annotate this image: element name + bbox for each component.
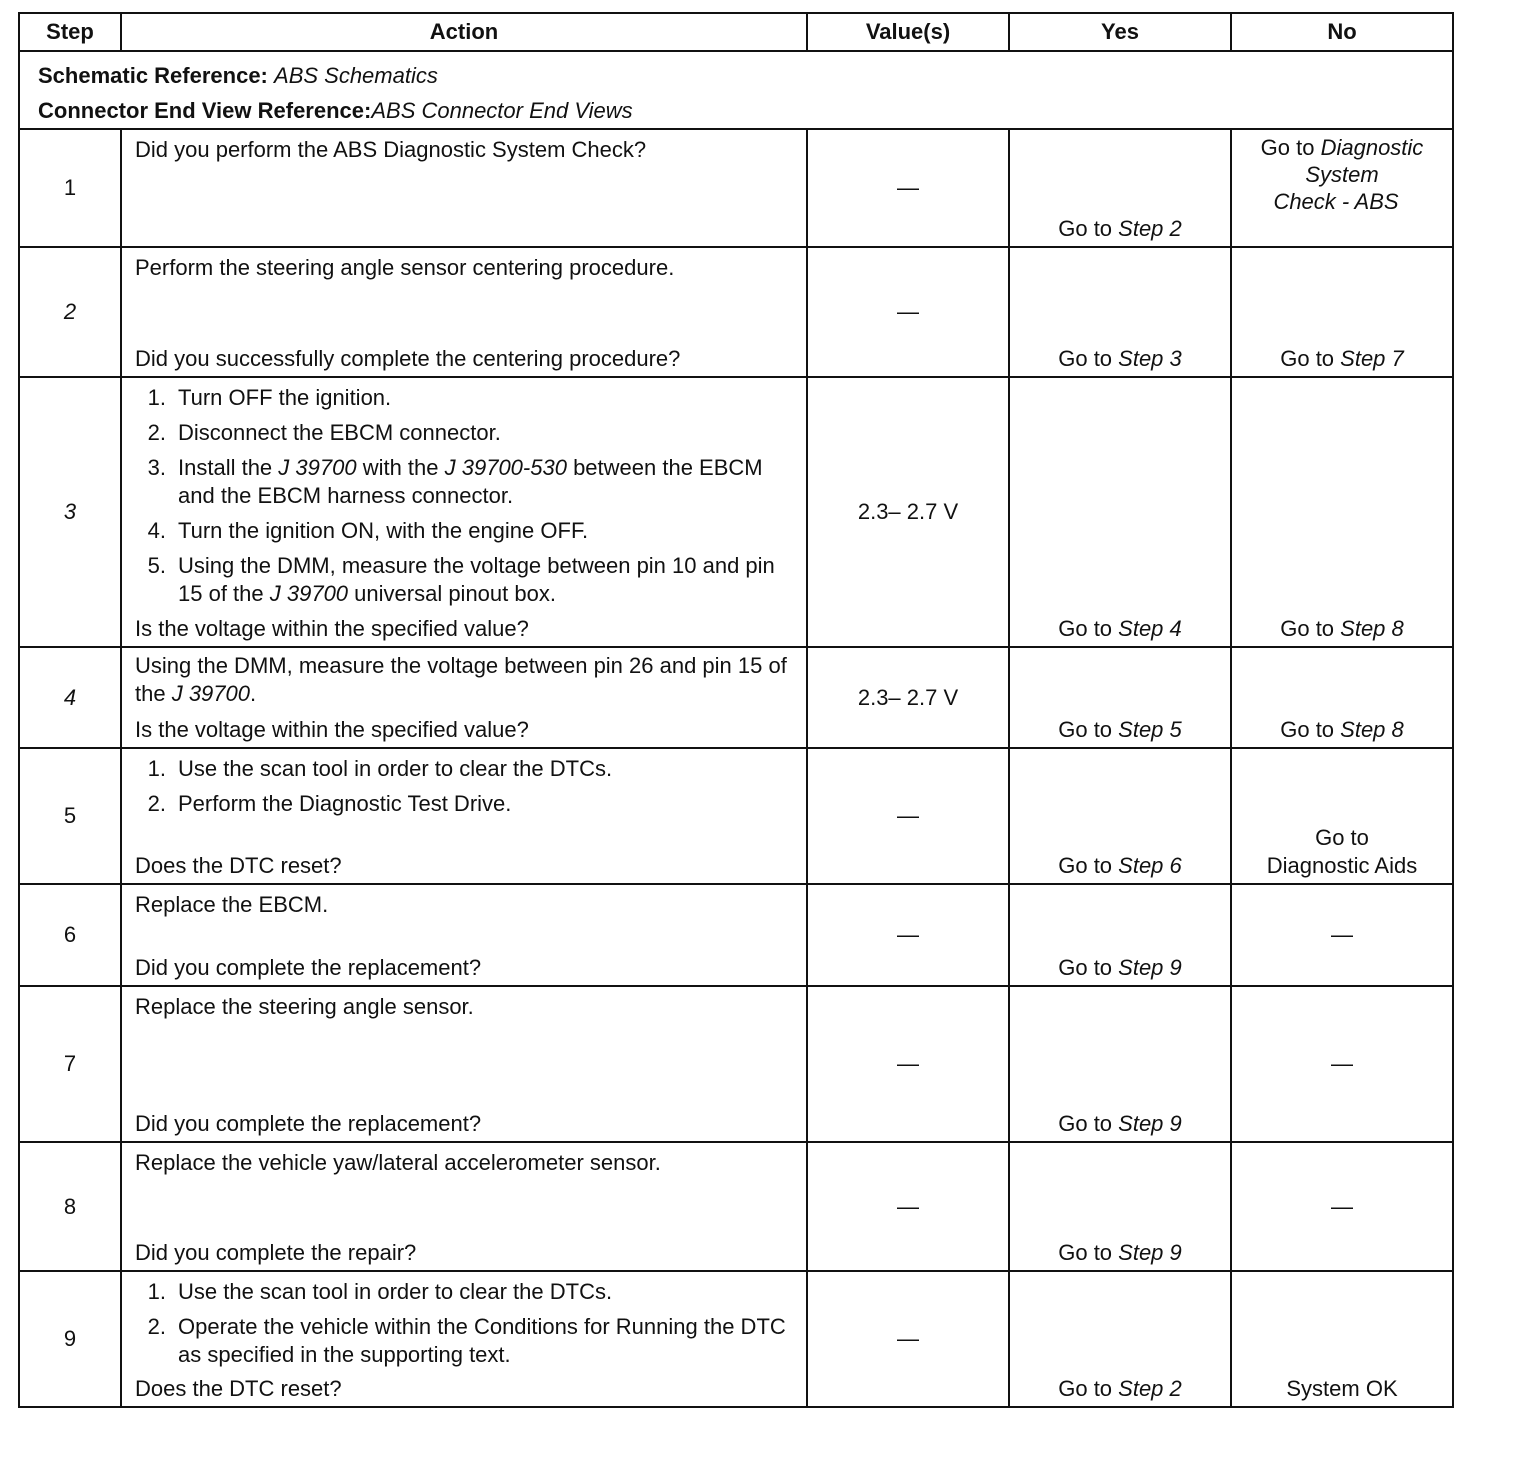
table-row (19, 129, 1453, 247)
yes-cell: Go to Step 5 (1009, 647, 1231, 748)
yes-link[interactable]: Step 2 (1118, 216, 1182, 241)
action-cell (121, 748, 807, 884)
value-cell: — (807, 884, 1009, 986)
action-cell (121, 1142, 807, 1271)
table-row (19, 748, 1453, 884)
step-number: 3 (19, 377, 121, 647)
action-cell (121, 1271, 807, 1407)
action-question: Is the voltage within the specified value? (135, 616, 529, 641)
value-cell: 2.3– 2.7 V (807, 647, 1009, 748)
step-number: 7 (19, 986, 121, 1142)
table-row (19, 647, 1453, 748)
action-cell (121, 247, 807, 377)
yes-cell: Go to Step 9 (1009, 986, 1231, 1142)
no-cell: — (1231, 1142, 1453, 1271)
table-row (19, 986, 1453, 1142)
yes-link[interactable]: Step 9 (1118, 1240, 1182, 1265)
action-list (122, 384, 798, 615)
action-cell (121, 129, 807, 247)
no-cell (1231, 1271, 1453, 1407)
yes-cell: Go to Step 9 (1009, 884, 1231, 986)
value-cell: — (807, 986, 1009, 1142)
yes-cell: Go to Step 2 (1009, 129, 1231, 247)
list-item: 2. Disconnect the EBCM connector. (147, 420, 501, 445)
yes-link[interactable]: Step 9 (1118, 955, 1182, 980)
header-action: Action (121, 13, 807, 51)
action-list (122, 1278, 798, 1376)
action-text: Perform the steering angle sensor centering procedure. (135, 255, 675, 280)
step-number: 4 (19, 647, 121, 748)
yes-cell: Go to Step 6 (1009, 748, 1231, 884)
no-cell: Go to Step 8 (1231, 647, 1453, 748)
action-question: Did you successfully complete the centering procedure? (135, 346, 681, 371)
action-question: Does the DTC reset? (135, 1376, 342, 1401)
header-step: Step (19, 13, 121, 51)
yes-link[interactable]: Step 4 (1118, 616, 1182, 641)
action-cell (121, 647, 807, 748)
list-item: 3. Install the J 39700 with the J 39700-530 between the EBCM and the EBCM harness connector. (147, 455, 763, 508)
no-link[interactable]: Step 8 (1340, 616, 1404, 641)
table-row (19, 1271, 1453, 1407)
yes-link[interactable]: Step 5 (1118, 717, 1182, 742)
value-cell: — (807, 1271, 1009, 1407)
action-question: Did you complete the replacement? (135, 1111, 482, 1136)
no-link[interactable]: Step 7 (1340, 346, 1404, 371)
action-text: Replace the steering angle sensor. (135, 994, 474, 1019)
step-number: 6 (19, 884, 121, 986)
no-link[interactable]: Go to Diagnostic Aids (1266, 825, 1418, 878)
value-cell: — (807, 247, 1009, 377)
header-row (19, 13, 1453, 51)
step-number: 9 (19, 1271, 121, 1407)
header-yes: Yes (1009, 13, 1231, 51)
action-text: Using the DMM, measure the voltage between pin 26 and pin 15 of the J 39700. (135, 653, 787, 706)
list-item: 2. Perform the Diagnostic Test Drive. (147, 791, 512, 816)
yes-cell: Go to Step 3 (1009, 247, 1231, 377)
schematic-link[interactable]: ABS Schematics (274, 63, 438, 88)
action-question: Did you complete the replacement? (135, 955, 482, 980)
no-cell (1231, 748, 1453, 884)
table-row (19, 247, 1453, 377)
connector-label: Connector End View Reference: (38, 98, 372, 123)
no-cell: Go to Step 8 (1231, 377, 1453, 647)
list-item: 1. Turn OFF the ignition. (147, 385, 392, 410)
list-item: 1. Use the scan tool in order to clear the DTCs. (147, 1279, 613, 1304)
action-cell (121, 986, 807, 1142)
no-cell: — (1231, 884, 1453, 986)
action-text: Replace the vehicle yaw/lateral accelerometer sensor. (135, 1150, 661, 1175)
yes-link[interactable]: Step 6 (1118, 853, 1182, 878)
no-cell: Go to Step 7 (1231, 247, 1453, 377)
action-question: Is the voltage within the specified value? (135, 717, 529, 742)
schematic-label: Schematic Reference: (38, 63, 268, 88)
value-cell: 2.3– 2.7 V (807, 377, 1009, 647)
no-link[interactable]: Diagnostic (1320, 135, 1424, 160)
yes-cell: Go to Step 4 (1009, 377, 1231, 647)
table-row (19, 1142, 1453, 1271)
step-number: 2 (19, 247, 121, 377)
action-text: Replace the EBCM. (135, 892, 329, 917)
value-cell: — (807, 129, 1009, 247)
yes-link[interactable]: Step 3 (1118, 346, 1182, 371)
action-question: Did you perform the ABS Diagnostic System Check? (135, 137, 647, 162)
yes-link[interactable]: Step 2 (1118, 1376, 1182, 1401)
step-number: 5 (19, 748, 121, 884)
no-cell: Go to Diagnostic System Check - ABS (1231, 129, 1453, 247)
action-question: Does the DTC reset? (135, 853, 342, 878)
action-list (122, 755, 798, 825)
yes-cell: Go to Step 9 (1009, 1142, 1231, 1271)
value-cell: — (807, 1142, 1009, 1271)
value-cell: — (807, 748, 1009, 884)
list-item: 4. Turn the ignition ON, with the engine OFF. (147, 518, 589, 543)
list-item: 2. Operate the vehicle within the Conditions for Running the DTC as specified in the supporting text. (147, 1314, 786, 1367)
step-number: 8 (19, 1142, 121, 1271)
header-no: No (1231, 13, 1453, 51)
action-question: Did you complete the repair? (135, 1240, 417, 1265)
action-cell (121, 377, 807, 647)
yes-link[interactable]: Step 9 (1118, 1111, 1182, 1136)
action-cell (121, 884, 807, 986)
connector-link[interactable]: ABS Connector End Views (371, 98, 633, 123)
list-item: 5. Using the DMM, measure the voltage between pin 10 and pin 15 of the J 39700 universal pinout box. (147, 553, 775, 606)
no-result: System OK (1286, 1376, 1398, 1401)
table-row (19, 884, 1453, 986)
no-link[interactable]: Step 8 (1340, 717, 1404, 742)
no-cell: — (1231, 986, 1453, 1142)
yes-cell: Go to Step 2 (1009, 1271, 1231, 1407)
reference-cell (19, 51, 1453, 129)
step-number: 1 (19, 129, 121, 247)
header-values: Value(s) (807, 13, 1009, 51)
table-row (19, 377, 1453, 647)
list-item: 1. Use the scan tool in order to clear the DTCs. (147, 756, 613, 781)
reference-row (19, 51, 1453, 129)
diagnostic-table (18, 12, 1454, 1408)
